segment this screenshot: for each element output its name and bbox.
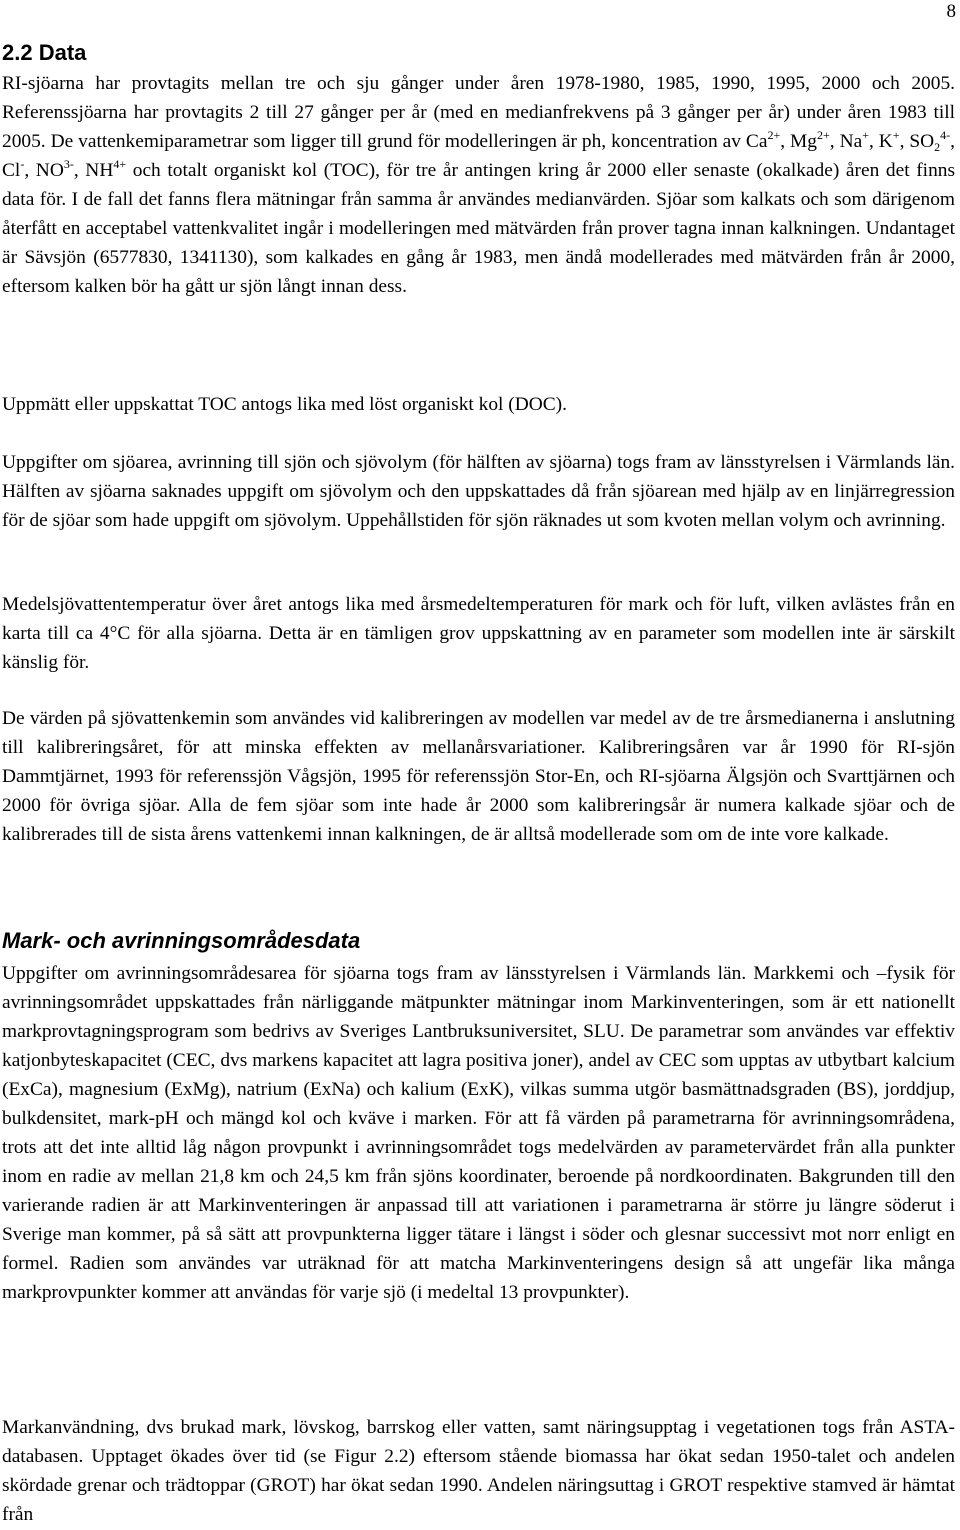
p1-text-d: , K <box>868 131 893 152</box>
k-charge: + <box>892 128 900 142</box>
paragraph-temperature: Medelsjövattentemperatur över året antogs lika med årsmedeltemperaturen för mark och för luft, vilken avlästes från en karta till ca 4°C för alla sjöarna. Detta är en tämligen grov uppskattning av en parameter som modellen inte är särskilt känslig för. <box>2 594 955 673</box>
nh-charge: 4+ <box>113 157 127 171</box>
subheading-catchment-data: Mark- och avrinningsområdesdata <box>2 928 361 953</box>
paragraph-toc: Uppmätt eller uppskattat TOC antogs lika med löst organiskt kol (DOC). <box>2 394 567 415</box>
paragraph-catchment: Uppgifter om avrinningsområdesarea för sjöarna togs fram av länsstyrelsen i Värmlands län. Markkemi och –fysik för avrinningsområdet uppskattades från närliggande mätpunkter mätningar inom Markinventeringen, som är ett nationellt markprovtagningsprogram som bedrivs av Sveriges Lantbruksuniversitet, SLU. De parametrar som användes var effektiv katjonbyteskapacitet (CEC, dvs markens kapacitet att lagra positiva joner), andel av CEC som upptas av utbytbart kalcium (ExCa), magnesium (ExMg), natrium (ExNa) och kalium (ExK), vilkas summa utgör basmättnadsgraden (BS), jorddjup, bulkdensitet, mark-pH och mängd kol och kväve i marken. För att få värden på parametrarna för avrinningsområdena, trots att det inte alltid låg någon provpunkt i avrinningsområdet togs medelvärden av parametervärdet från alla punkter inom en radie av mellan 21,8 km och 24,5 km från sjöns koordinater, beroende på nordkoordinaten. Bakgrunden till den varierande radien är att Markinventeringen är anpassad till att variationen i parametrarna är större ju längre söderut i Sverige man kommer, på så sätt att provpunkterna ligger tätare i längst i söder och glesnar successivt mot norr enligt en formel. Radien som användes var uträknad för att matcha Markinventeringens design så att ungefär lika många markprovpunkter kommer att användas för varje sjö (i medeltal 13 provpunkter). <box>2 963 955 1303</box>
so-charge: 4- <box>940 128 951 142</box>
p1-text-a: RI-sjöarna har provtagits mellan tre och sju gånger under åren 1978-1980, 1985, 1990, 1995, 2000 och 2005. Referenssjöarna har provtagits 2 till 27 gånger per år (med en medianfrekvens på 3 gånger per år) under åren 1983 till 2005. De vattenkemiparametrar som ligger till grund för modelleringen är ph, koncentration av Ca <box>2 73 955 152</box>
p1-text-e: , SO <box>899 131 935 152</box>
mg-charge: 2+ <box>816 128 830 142</box>
p1-text-h: , NH <box>73 160 114 181</box>
p1-text-g: , NO <box>24 160 64 181</box>
p1-text-f: , Cl <box>2 131 956 181</box>
ca-charge: 2+ <box>767 128 781 142</box>
cl-charge: - <box>20 157 25 171</box>
p1-text-c: , Na <box>829 131 863 152</box>
na-charge: + <box>862 128 869 142</box>
paragraph-water-chemistry <box>2 69 955 301</box>
page-number: 8 <box>946 1 956 22</box>
paragraph-land-use: Markanvändning, dvs brukad mark, lövskog, barrskog eller vatten, samt näringsupptag i vegetationen togs från ASTA-databasen. Upptaget ökades över tid (se Figur 2.2) eftersom stående biomassa har ökat sedan 1950-talet och andelen skördade grenar och trädtoppar (GROT) har ökat sedan 1990. Andelen näringsuttag i GROT respektive stamved är hämtat från <box>2 1417 955 1525</box>
p1-text-i: och totalt organiskt kol (TOC), för tre år antingen kring år 2000 eller senaste (okalkade) åren det finns data för. I de fall det fanns flera mätningar från samma år användes medianvärden. Sjöar som kalkats och som därigenom återfått en acceptabel vattenkvalitet ingår i modelleringen med mätvärden från prover tagna innan kalkningen. Undantaget är Sävsjön (6577830, 1341130), som kalkades en gång år 1983, men ändå modellerades med mätvärden från år 2000, eftersom kalken bör ha gått ur sjön långt innan dess. <box>2 160 956 297</box>
section-heading: 2.2 Data <box>2 40 87 65</box>
p1-text-b: , Mg <box>780 131 817 152</box>
paragraph-calibration: De värden på sjövattenkemin som användes vid kalibreringen av modellen var medel av de tre årsmedianerna i anslutning till kalibreringsåret, för att minska effekten av mellanårsvariationer. Kalibreringsåren var år 1990 för RI-sjön Dammtjärnet, 1993 för referenssjön Vågsjön, 1995 för referenssjön Stor-En, och RI-sjöarna Älgsjön och Svarttjärnen och 2000 för övriga sjöar. Alla de fem sjöar som inte hade år 2000 som kalibreringsår är numera kalkade sjöar och de kalibrerades till de sista årens vattenkemi innan kalkningen, de är alltså modellerade som om de inte vore kalkade. <box>2 708 955 845</box>
paragraph-lake-area: Uppgifter om sjöarea, avrinning till sjön och sjövolym (för hälften av sjöarna) togs fram av länsstyrelsen i Värmlands län. Hälften av sjöarna saknades uppgift om sjövolym och den uppskattades då från sjöarean med hjälp av en linjärregression för de sjöar som hade uppgift om sjövolym. Uppehållstiden för sjön räknades ut som kvoten mellan volym och avrinning. <box>2 452 955 531</box>
so-subscript: 2 <box>934 140 941 154</box>
no-charge: 3- <box>63 157 74 171</box>
